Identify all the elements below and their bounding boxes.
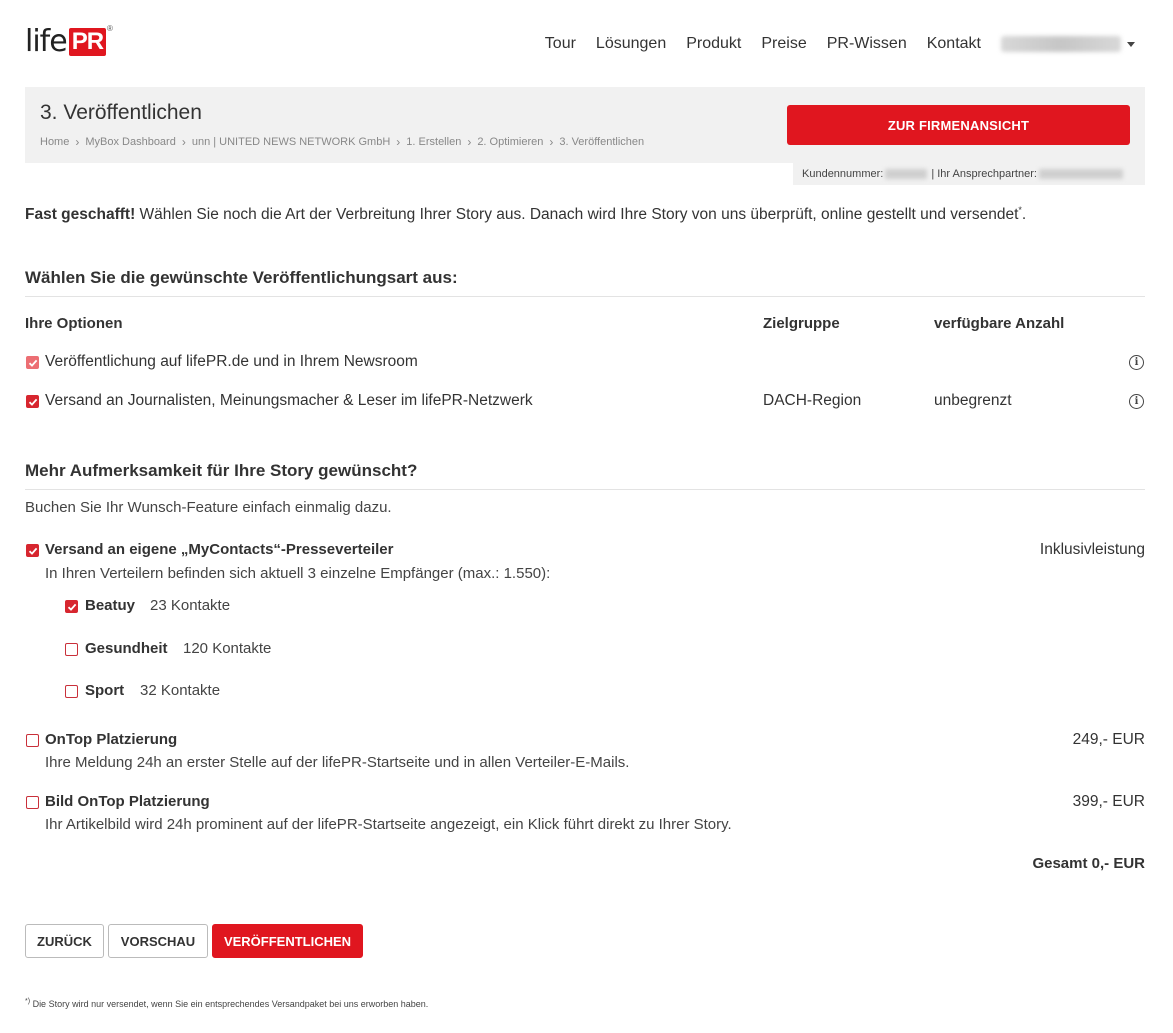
checkbox-list-sport[interactable]	[65, 685, 78, 698]
breadcrumb-erstellen[interactable]: 1. Erstellen	[406, 136, 462, 148]
ontop-label: OnTop Platzierung	[45, 731, 178, 748]
option-target-journalists: DACH-Region	[763, 392, 862, 409]
checkbox-list-gesundheit[interactable]	[65, 643, 78, 656]
logo-pr-badge: PR	[69, 28, 106, 56]
col-head-options: Ihre Optionen	[25, 315, 123, 332]
breadcrumb-home[interactable]: Home	[40, 136, 70, 148]
checkbox-bild-ontop[interactable]	[26, 796, 39, 809]
mycontacts-price: Inklusivleistung	[1039, 541, 1145, 558]
info-icon[interactable]: i	[1129, 394, 1144, 409]
customer-number-label: Kundennummer:	[802, 168, 884, 180]
bild-ontop-price: 399,- EUR	[1072, 793, 1145, 810]
logo-registered-mark: ®	[107, 24, 113, 33]
option-label-newsroom: Veröffentlichung auf lifePR.de und in Ihrem Newsroom	[45, 353, 418, 370]
section-publication-heading: Wählen Sie die gewünschte Veröffentlichungsart aus:	[25, 268, 1145, 297]
publish-button[interactable]: VERÖFFENTLICHEN	[212, 924, 363, 958]
breadcrumb	[40, 135, 644, 149]
preview-button[interactable]: VORSCHAU	[108, 924, 208, 958]
info-icon[interactable]: i	[1129, 355, 1144, 370]
checkmark-icon	[28, 397, 38, 407]
chevron-right-icon: ›	[181, 135, 186, 149]
total-price: Gesamt 0,- EUR	[1032, 855, 1145, 872]
user-menu[interactable]	[1001, 36, 1135, 52]
option-label-journalists: Versand an Journalisten, Meinungsmacher & Leser im lifePR-Netzwerk	[45, 392, 533, 409]
breadcrumb-company[interactable]: unn | UNITED NEWS NETWORK GmbH	[191, 136, 391, 148]
option-count-journalists: unbegrenzt	[934, 392, 1012, 409]
chevron-right-icon: ›	[75, 135, 80, 149]
checkbox-newsroom[interactable]	[26, 356, 39, 369]
nav-pr-wissen[interactable]: PR-Wissen	[826, 35, 907, 52]
footnote	[25, 998, 428, 1009]
contact-person-redacted	[1039, 169, 1123, 179]
chevron-right-icon: ›	[549, 135, 554, 149]
section-attention-subtitle: Buchen Sie Ihr Wunsch-Feature einfach einmalig dazu.	[25, 499, 392, 516]
ontop-price: 249,- EUR	[1072, 731, 1145, 748]
intro-end: .	[1021, 206, 1027, 224]
mycontacts-label: Versand an eigene „MyContacts“-Presseverteiler	[45, 541, 394, 558]
breadcrumb-veroeffentlichen: 3. Veröffentlichen	[559, 136, 645, 148]
chevron-right-icon: ›	[396, 135, 401, 149]
col-head-target: Zielgruppe	[763, 315, 840, 332]
bild-ontop-label: Bild OnTop Platzierung	[45, 793, 210, 810]
mycontacts-desc: In Ihren Verteilern befinden sich aktuell 3 einzelne Empfänger (max.: 1.550):	[45, 565, 551, 582]
checkmark-icon	[67, 602, 77, 612]
breadcrumb-dashboard[interactable]: MyBox Dashboard	[85, 136, 176, 148]
chevron-right-icon: ›	[467, 135, 472, 149]
list-count-beauty: 23 Kontakte	[150, 597, 231, 614]
nav-tour[interactable]: Tour	[544, 35, 576, 52]
back-button[interactable]: ZURÜCK	[25, 924, 104, 958]
list-name-beauty: Beatuy	[85, 597, 136, 614]
customer-info-bar	[793, 163, 1145, 185]
nav-produkt[interactable]: Produkt	[686, 35, 742, 52]
footnote-mark: *)	[25, 998, 31, 1005]
nav-kontakt[interactable]: Kontakt	[926, 35, 981, 52]
footnote-text: Die Story wird nur versendet, wenn Sie ein entsprechendes Versandpaket bei uns erworben haben.	[30, 999, 429, 1009]
nav-preise[interactable]: Preise	[761, 35, 807, 52]
nav-loesungen[interactable]: Lösungen	[595, 35, 667, 52]
checkbox-list-beauty[interactable]	[65, 600, 78, 613]
user-name-redacted	[1001, 36, 1121, 52]
list-count-sport: 32 Kontakte	[140, 682, 221, 699]
col-head-count: verfügbare Anzahl	[934, 315, 1065, 332]
lifepr-logo[interactable]	[25, 24, 113, 60]
checkbox-mycontacts[interactable]	[26, 544, 39, 557]
intro-body: Wählen Sie noch die Art der Verbreitung Ihrer Story aus. Danach wird Ihre Story von uns überprüft, online gestellt und versendet	[135, 206, 1019, 224]
section-attention-heading: Mehr Aufmerksamkeit für Ihre Story gewünscht?	[25, 461, 1145, 490]
list-name-sport: Sport	[85, 682, 125, 699]
checkbox-ontop[interactable]	[26, 734, 39, 747]
list-count-gesundheit: 120 Kontakte	[183, 640, 272, 657]
intro-text	[25, 205, 1026, 224]
list-name-gesundheit: Gesundheit	[85, 640, 168, 657]
ontop-desc: Ihre Meldung 24h an erster Stelle auf der lifePR-Startseite und in allen Verteiler-E-Mails.	[45, 754, 630, 771]
intro-footnote-mark: *	[1018, 205, 1022, 215]
main-nav	[545, 35, 1135, 53]
firm-view-button[interactable]: ZUR FIRMENANSICHT	[787, 105, 1130, 145]
checkmark-icon	[28, 546, 38, 556]
page-title: 3. Veröffentlichen	[40, 101, 202, 124]
intro-bold: Fast geschafft!	[25, 206, 136, 224]
caret-down-icon	[1127, 42, 1135, 47]
customer-number-redacted	[885, 169, 927, 179]
checkbox-journalists[interactable]	[26, 395, 39, 408]
breadcrumb-optimieren[interactable]: 2. Optimieren	[477, 136, 544, 148]
bild-ontop-desc: Ihr Artikelbild wird 24h prominent auf der lifePR-Startseite angezeigt, ein Klick führt direkt zu Ihrer Story.	[45, 816, 732, 833]
logo-life-text: life	[25, 24, 67, 59]
checkmark-icon	[28, 358, 38, 368]
contact-person-label: | Ihr Ansprechpartner:	[931, 168, 1037, 180]
